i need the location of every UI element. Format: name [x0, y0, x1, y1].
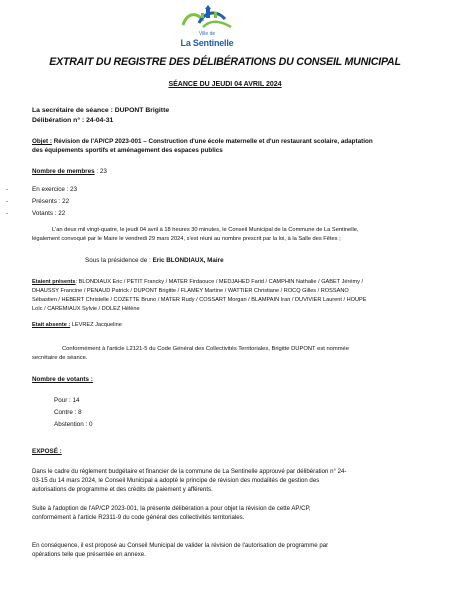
presence-item: Votants : 22 — [32, 210, 66, 217]
article-line-1: Conformément à l'article L2121-5 du Code Général des Collectivités Territoriales, Brigitte DUPONT est nommée — [62, 346, 349, 352]
object-text-1: Révision de l'AP/CP 2023-001 – Construction d'une école maternelle et d'un restaurant scolaire, adaptation — [53, 138, 373, 145]
members-value: : 23 — [94, 168, 107, 175]
intro-line-2: légalement convoqué par le Maire le vendredi 29 mars 2024, s'est réuni au nombre prescrit par la loi, à la Salle des Fêtes ; — [32, 236, 341, 242]
present-names: : BLONDIAUX Eric / PETIT Francky / MATER Firdaouce / MEDJAHED Farid / CAMPHIN Nathalie / GABET Jérémy / — [75, 279, 364, 285]
presence-item: Présents : 22 — [32, 198, 70, 205]
present-names: Sébastien / HEBERT Christelle / COZETTE Bruno / MATER Rudy / COSSART Morgan / BLAMPAIN Iran / DUVIVIER Laurent / HOUPE — [32, 297, 367, 303]
presence-bullet-2: - — [6, 198, 9, 205]
article-line-2: secrétaire de séance. — [32, 355, 88, 361]
expose-p1-line: autorisations de programme et des crédits de paiement y afférents. — [32, 486, 213, 493]
object-line-1 — [32, 138, 373, 146]
vote-item: Pour : 14 — [54, 397, 80, 404]
present-line-1 — [32, 278, 363, 286]
expose-p2-line: conformément à l'article R2311-9 du code général des collectivités territoriales. — [32, 514, 245, 521]
document-title: EXTRAIT DU REGISTRE DES DÉLIBÉRATIONS DU CONSEIL MUNICIPAL — [49, 56, 401, 68]
vote-item: Contre : 8 — [54, 409, 82, 416]
presidency-line — [85, 257, 224, 265]
expose-label: EXPOSÉ : — [32, 448, 62, 455]
session-date: SÉANCE DU JEUDI 04 AVRIL 2024 — [168, 81, 282, 88]
members-label: Nombre de membres — [32, 168, 95, 175]
presence-item: En exercice : 23 — [32, 186, 78, 193]
expose-p2-line: Suite à l'adoption de l'AP/CP 2023-001, la présente délibération a pour objet la révision de cette AP/CP, — [32, 505, 311, 512]
town-logo — [173, 5, 241, 51]
absent-name: LEVREZ Jacqueline — [70, 322, 122, 328]
logo-town-name: La Sentinelle — [180, 38, 234, 48]
object-text-2: des équipements sportifs et aménagement des espaces publics — [32, 147, 223, 154]
expose-p1-line: Dans le cadre du règlement budgétaire et financier de la commune de La Sentinelle approuvé par délibération n° 24- — [32, 468, 347, 475]
voters-label: Nombre de votants : — [32, 376, 93, 383]
secretary-line: La secrétaire de séance : DUPONT Brigitte — [32, 107, 170, 114]
town-logo-icon — [173, 5, 241, 33]
present-label: Etaient présents — [32, 279, 76, 285]
absent-line — [32, 321, 122, 329]
presence-bullet-1: - — [6, 186, 9, 193]
logo-small-text: Ville de — [198, 31, 216, 37]
deliberation-number: Délibération n° : 24-04-31 — [32, 117, 114, 124]
vote-item: Abstention : 0 — [54, 421, 93, 428]
expose-p3-line: En conséquence, il est proposé au Conseil Municipal de valider la révision de l'autorisation de programme par — [32, 542, 329, 549]
members-line — [32, 168, 107, 176]
object-label: Objet : — [32, 138, 52, 145]
president-name: Eric BLONDIAUX, Maire — [152, 257, 224, 264]
present-names: Loïc / CAREMIAUX Sylvie / DOLEZ Hélène — [32, 306, 140, 312]
absent-label: Etait absente : — [32, 322, 71, 328]
intro-line-1: L'an deux mil vingt-quatre, le jeudi 04 avril à 18 heures 30 minutes, le Conseil Municipal de la Commune de La Sentinelle, — [52, 227, 359, 233]
presidency-text: Sous la présidence de : — [85, 257, 153, 264]
expose-p3-line: opérations telle que présentée en annexe. — [32, 551, 146, 558]
present-names: DHAUSSY Francine / PENAUD Patrick / DUPONT Brigitte / FLAMEY Martine / WATTIER Christiane / ROCQ Gilles / ROSSANO — [32, 288, 349, 294]
expose-p1-line: 03-15 du 14 mars 2024, le Conseil Municipal a adopté le principe de révision des modalités de gestion des — [32, 477, 320, 484]
presence-bullet-3: - — [6, 210, 9, 217]
